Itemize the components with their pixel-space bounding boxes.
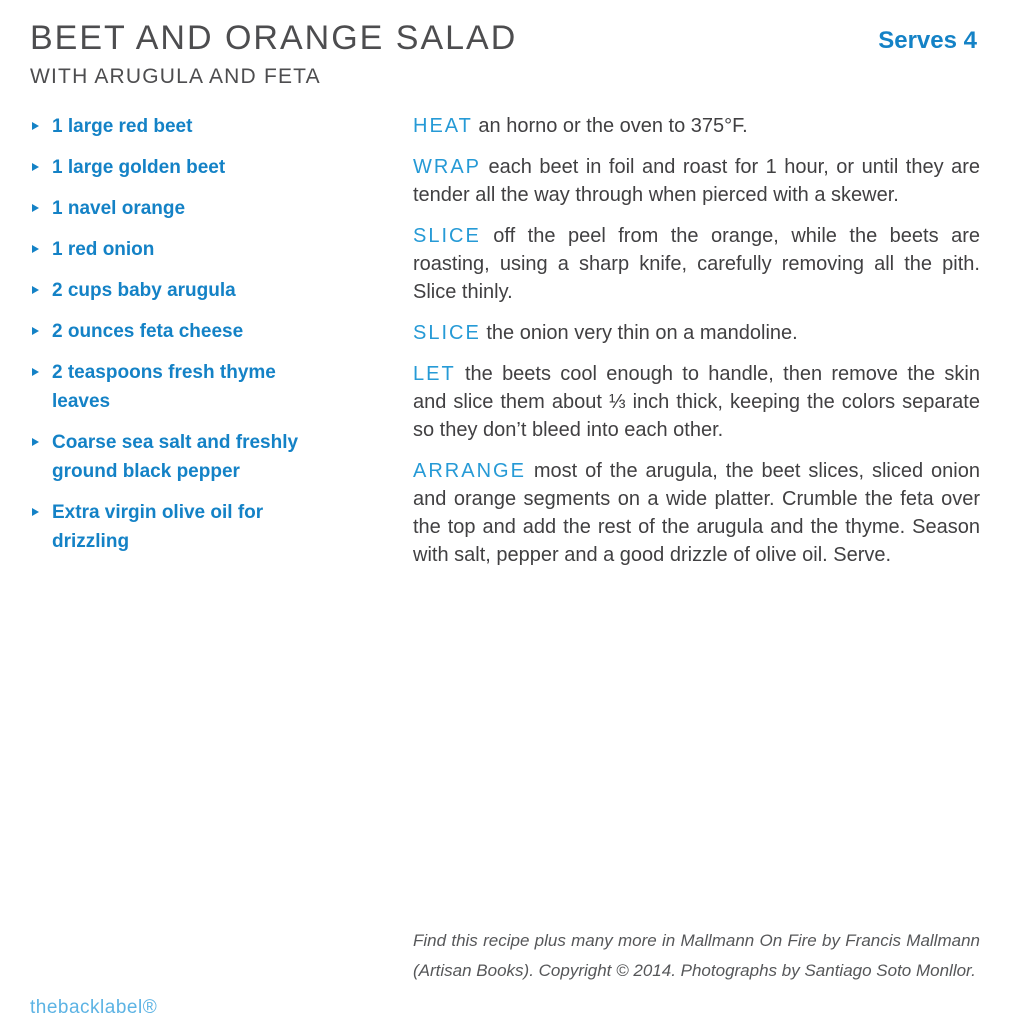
triangle-bullet-icon: [32, 245, 39, 253]
ingredient-text: 2 ounces feta cheese: [52, 321, 244, 342]
triangle-bullet-icon: [32, 327, 39, 335]
triangle-bullet-icon: [32, 122, 39, 130]
triangle-bullet-icon: [32, 438, 39, 446]
title-block: [30, 20, 517, 89]
ingredient-text: 2 cups baby arugula: [52, 280, 236, 301]
ingredient-item: [30, 194, 326, 223]
ingredient-item: [30, 276, 326, 305]
page-subtitle: WITH ARUGULA AND FETA: [30, 65, 321, 89]
ingredient-text: Extra virgin olive oil for drizzling: [52, 502, 264, 552]
content: [30, 112, 980, 582]
triangle-bullet-icon: [32, 163, 39, 171]
instruction-step: HEAT an horno or the oven to 375°F.: [413, 115, 748, 137]
ingredient-item: [30, 317, 326, 346]
triangle-bullet-icon: [32, 204, 39, 212]
ingredient-item: [30, 358, 326, 416]
thebacklabel-logo: thebacklabel®: [30, 997, 158, 1018]
ingredient-text: 1 large red beet: [52, 116, 193, 137]
ingredient-item: [30, 428, 326, 486]
instruction-step: ARRANGE most of the arugula, the beet slices, sliced onion and orange segments on a wide platter. Crumble the feta over the top and add the rest of the arugula and the thyme. Season with salt, pepper and a good drizzle of olive oil. Serve.: [413, 460, 980, 566]
ingredient-item: [30, 112, 326, 141]
step-keyword: LET: [413, 363, 456, 385]
header: [30, 20, 977, 89]
step-keyword: ARRANGE: [413, 460, 526, 482]
triangle-bullet-icon: [32, 508, 39, 516]
ingredient-item: [30, 235, 326, 264]
ingredient-text: 1 navel orange: [52, 198, 186, 219]
ingredient-text: 2 teaspoons fresh thyme leaves: [52, 362, 276, 412]
step-keyword: WRAP: [413, 156, 481, 178]
triangle-bullet-icon: [32, 286, 39, 294]
step-keyword: SLICE: [413, 225, 481, 247]
ingredient-item: [30, 153, 326, 182]
ingredient-list: [30, 112, 413, 582]
instructions: [413, 112, 980, 582]
step-keyword: SLICE: [413, 322, 481, 344]
ingredient-text: Coarse sea salt and freshly ground black pepper: [52, 432, 299, 482]
step-keyword: HEAT: [413, 115, 473, 137]
instruction-step: WRAP each beet in foil and roast for 1 hour, or until they are tender all the way through when pierced with a skewer.: [413, 156, 980, 206]
serves-badge: Serves 4: [878, 27, 977, 54]
instruction-step: SLICE the onion very thin on a mandoline.: [413, 322, 798, 344]
instruction-step: SLICE off the peel from the orange, while the beets are roasting, using a sharp knife, carefully removing all the pith. Slice thinly.: [413, 225, 980, 303]
ingredient-text: 1 large golden beet: [52, 157, 226, 178]
ingredient-text: 1 red onion: [52, 239, 155, 260]
triangle-bullet-icon: [32, 368, 39, 376]
page-title: BEET AND ORANGE SALAD: [30, 19, 518, 57]
citation: Find this recipe plus many more in Mallmann On Fire by Francis Mallmann (Artisan Books). Copyright © 2014. Photographs by Santiago Soto Monllor.: [413, 931, 980, 980]
ingredient-item: [30, 498, 326, 556]
instruction-step: LET the beets cool enough to handle, then remove the skin and slice them about ⅓ inch thick, keeping the colors separate so they don’t bleed into each other.: [413, 363, 980, 441]
